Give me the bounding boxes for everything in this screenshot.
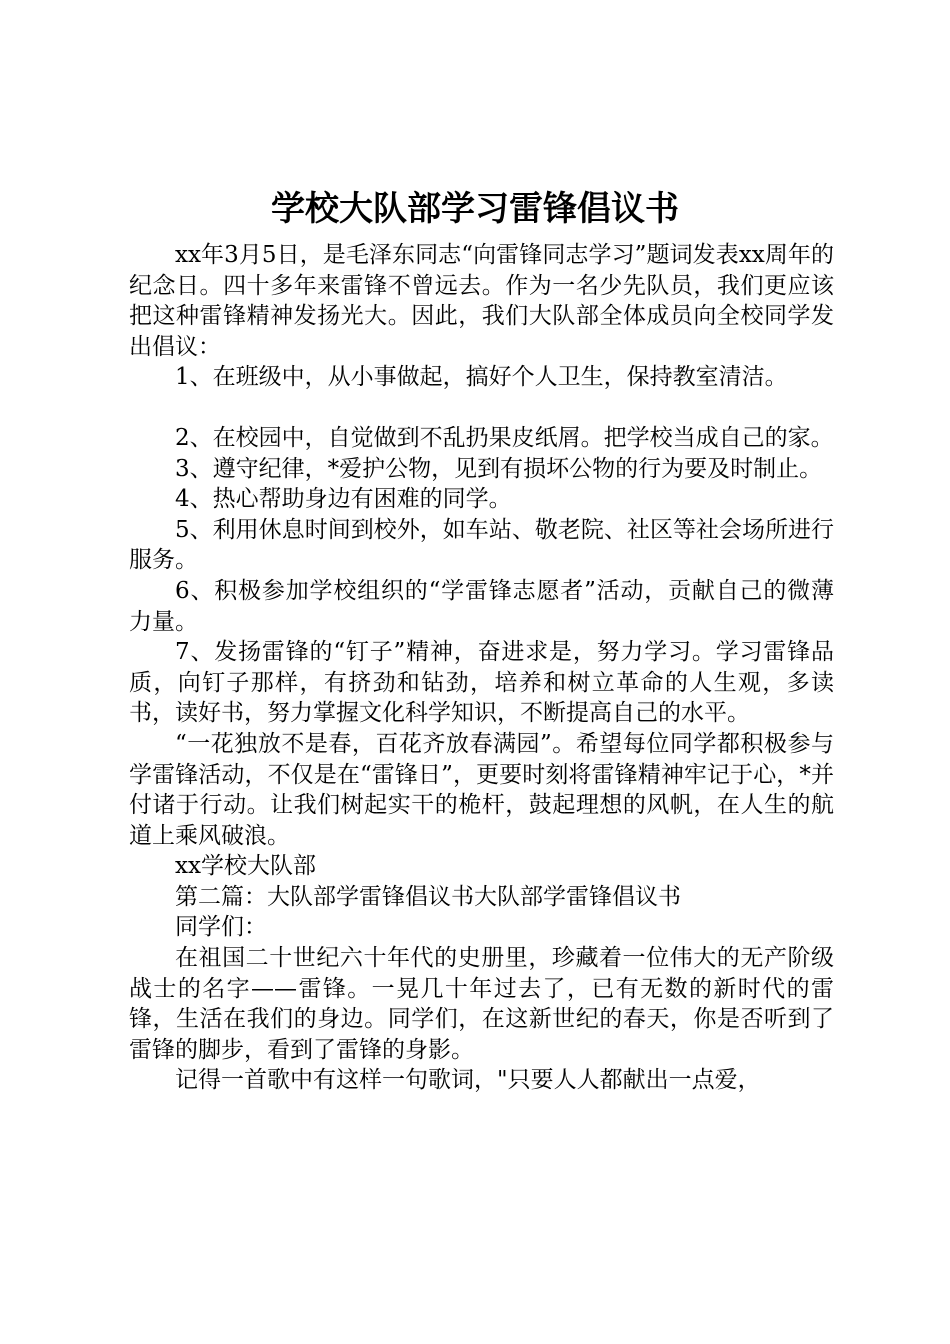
signature: xx学校大队部	[175, 853, 316, 880]
paragraph-second-2: 记得一首歌中有这样一句歌词，"只要人人都献出一点爱，	[175, 1067, 761, 1094]
paragraph-item-5: 5、利用休息时间到校外，如车站、敬老院、社区等社会场所进行服务。	[129, 516, 834, 574]
paragraph-second-1: 在祖国二十世纪六十年代的史册里，珍藏着一位伟大的无产阶级战士的名字——雷锋。一晃几十年过去了，已有无数的新时代的雷锋，生活在我们的身边。同学们，在这新世纪的春天，你是否听到了雷锋的脚步，看到了雷锋的身影。	[129, 945, 834, 1063]
paragraph-item-4: 4、热心帮助身边有困难的同学。	[175, 486, 512, 513]
paragraph-intro: xx年3月5日，是毛泽东同志“向雷锋同志学习”题词发表xx周年的纪念日。四十多年来雷锋不曾远去。作为一名少先队员，我们更应该把这种雷锋精神发扬光大。因此，我们大队部全体成员向全校同学发出倡议：	[129, 242, 834, 360]
paragraph-item-2: 2、在校园中，自觉做到不乱扔果皮纸屑。把学校当成自己的家。	[175, 424, 834, 451]
paragraph-closing: “一花独放不是春，百花齐放春满园”。希望每位同学都积极参与学雷锋活动，不仅是在“雷锋日”，更要时刻将雷锋精神牢记于心，*并付诸于行动。让我们树起实干的桅杆，鼓起理想的风帆，在人生的航道上乘风破浪。	[129, 730, 834, 849]
document-title: 学校大队部学习雷锋倡议书	[271, 189, 679, 229]
paragraph-item-6: 6、积极参加学校组织的“学雷锋志愿者”活动，贡献自己的微薄力量。	[129, 577, 834, 635]
paragraph-item-1: 1、在班级中，从小事做起，搞好个人卫生，保持教室清洁。	[175, 364, 788, 391]
section-heading: 第二篇：大队部学雷锋倡议书大队部学雷锋倡议书	[175, 883, 681, 910]
salutation: 同学们：	[175, 914, 267, 941]
paragraph-item-3: 3、遵守纪律，*爱护公物，见到有损坏公物的行为要及时制止。	[175, 455, 823, 482]
document-body	[129, 240, 834, 1096]
paragraph-item-7: 7、发扬雷锋的“钉子”精神，奋进求是，努力学习。学习雷锋品质，向钉子那样，有挤劲和钻劲，培养和树立革命的人生观，多读书，读好书，努力掌握文化科学知识，不断提高自己的水平。	[129, 639, 834, 727]
